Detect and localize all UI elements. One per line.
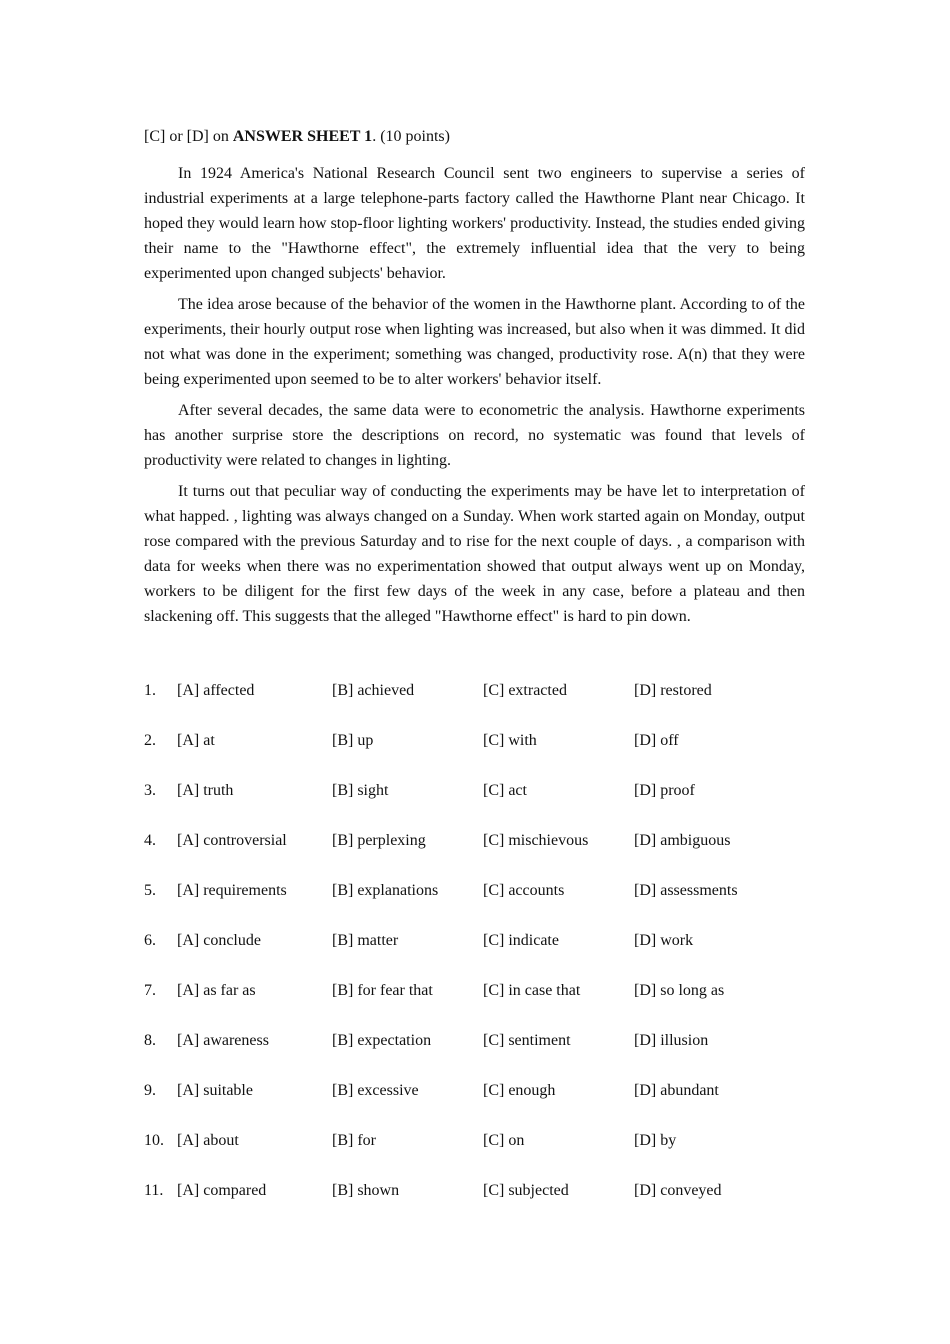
option-b: [B] for fear that [332, 982, 433, 999]
option-b: [B] shown [332, 1182, 400, 1199]
question-number: 7. [144, 982, 156, 999]
option-c: [C] sentiment [483, 1032, 571, 1049]
option-b: [B] matter [332, 932, 399, 949]
option-d: [D] assessments [634, 882, 738, 899]
question-options-list [144, 678, 844, 1228]
question-number: 8. [144, 1032, 156, 1049]
question-row [144, 828, 844, 878]
question-row [144, 1128, 844, 1178]
option-c: [C] accounts [483, 882, 565, 899]
question-row [144, 778, 844, 828]
option-c: [C] mischievous [483, 832, 589, 849]
instruction-suffix: . (10 points) [372, 128, 450, 145]
option-c: [C] extracted [483, 682, 567, 699]
option-d: [D] proof [634, 782, 695, 799]
question-number: 4. [144, 832, 156, 849]
paragraph-2: The idea arose because of the behavior of the women in the Hawthorne plant. According to of the experiments, their hourly output rose when lighting was increased, but also when it was dimmed. It did not what was done in the experiment; something was changed, productivity rose. A(n) that they were being experimented upon seemed to be to alter workers' behavior itself. [144, 296, 805, 388]
option-c: [C] act [483, 782, 527, 799]
option-b: [B] for [332, 1132, 376, 1149]
option-a: [A] controversial [177, 832, 287, 849]
option-d: [D] off [634, 732, 679, 749]
option-b: [B] expectation [332, 1032, 432, 1049]
option-d: [D] conveyed [634, 1182, 722, 1199]
paragraph-4: It turns out that peculiar way of conducting the experiments may be have let to interpretation of what happed. , lighting was always changed on a Sunday. When work started again on Monday, output rose compared with the previous Saturday and to rise for the next couple of days. , a comparison with data for weeks when there was no experimentation showed that output always went up on Monday, workers to be diligent for the first few days of the week in any case, before a plateau and then slackening off. This suggests that the alleged "Hawthorne effect" is hard to pin down. [144, 483, 805, 625]
option-a: [A] requirements [177, 882, 287, 899]
option-a: [A] truth [177, 782, 234, 799]
option-c: [C] subjected [483, 1182, 569, 1199]
option-b: [B] achieved [332, 682, 415, 699]
option-d: [D] ambiguous [634, 832, 731, 849]
option-b: [B] up [332, 732, 374, 749]
option-a: [A] affected [177, 682, 255, 699]
option-a: [A] at [177, 732, 215, 749]
option-c: [C] on [483, 1132, 525, 1149]
option-c: [C] with [483, 732, 537, 749]
option-c: [C] in case that [483, 982, 581, 999]
option-a: [A] conclude [177, 932, 261, 949]
paragraph-3: After several decades, the same data were to econometric the analysis. Hawthorne experiments has another surprise store the descriptions on record, no systematic was found that levels of productivity were related to changes in lighting. [144, 402, 805, 469]
question-row [144, 728, 844, 778]
answer-sheet-label: ANSWER SHEET 1 [232, 128, 373, 145]
option-b: [B] sight [332, 782, 389, 799]
question-number: 5. [144, 882, 156, 899]
question-row [144, 1178, 844, 1228]
question-number: 10. [144, 1132, 164, 1149]
option-a: [A] compared [177, 1182, 267, 1199]
option-d: [D] illusion [634, 1032, 709, 1049]
option-d: [D] so long as [634, 982, 725, 999]
paragraph-1: In 1924 America's National Research Council sent two engineers to supervise a series of industrial experiments at a large telephone-parts factory called the Hawthorne Plant near Chicago. It hoped they would learn how stop-floor lighting workers' productivity. Instead, the studies ended giving their name to the "Hawthorne effect", the extremely influential idea that the very to being experimented upon changed subjects' behavior. [144, 165, 805, 282]
option-a: [A] about [177, 1132, 239, 1149]
question-row [144, 1078, 844, 1128]
option-c: [C] indicate [483, 932, 559, 949]
question-number: 3. [144, 782, 156, 799]
question-number: 11. [144, 1182, 164, 1199]
question-row [144, 978, 844, 1028]
question-number: 9. [144, 1082, 156, 1099]
option-a: [A] suitable [177, 1082, 253, 1099]
question-number: 6. [144, 932, 156, 949]
option-d: [D] work [634, 932, 694, 949]
instruction-prefix: [C] or [D] on [144, 128, 233, 145]
option-a: [A] as far as [177, 982, 256, 999]
question-row [144, 1028, 844, 1078]
option-c: [C] enough [483, 1082, 556, 1099]
question-row [144, 928, 844, 978]
option-d: [D] by [634, 1132, 677, 1149]
question-row [144, 678, 844, 728]
option-b: [B] explanations [332, 882, 439, 899]
question-number: 2. [144, 732, 156, 749]
instruction-line [144, 124, 805, 149]
question-number: 1. [144, 682, 156, 699]
question-row [144, 878, 844, 928]
passage [144, 124, 805, 635]
option-b: [B] perplexing [332, 832, 426, 849]
option-d: [D] abundant [634, 1082, 719, 1099]
option-b: [B] excessive [332, 1082, 419, 1099]
option-a: [A] awareness [177, 1032, 269, 1049]
option-d: [D] restored [634, 682, 712, 699]
